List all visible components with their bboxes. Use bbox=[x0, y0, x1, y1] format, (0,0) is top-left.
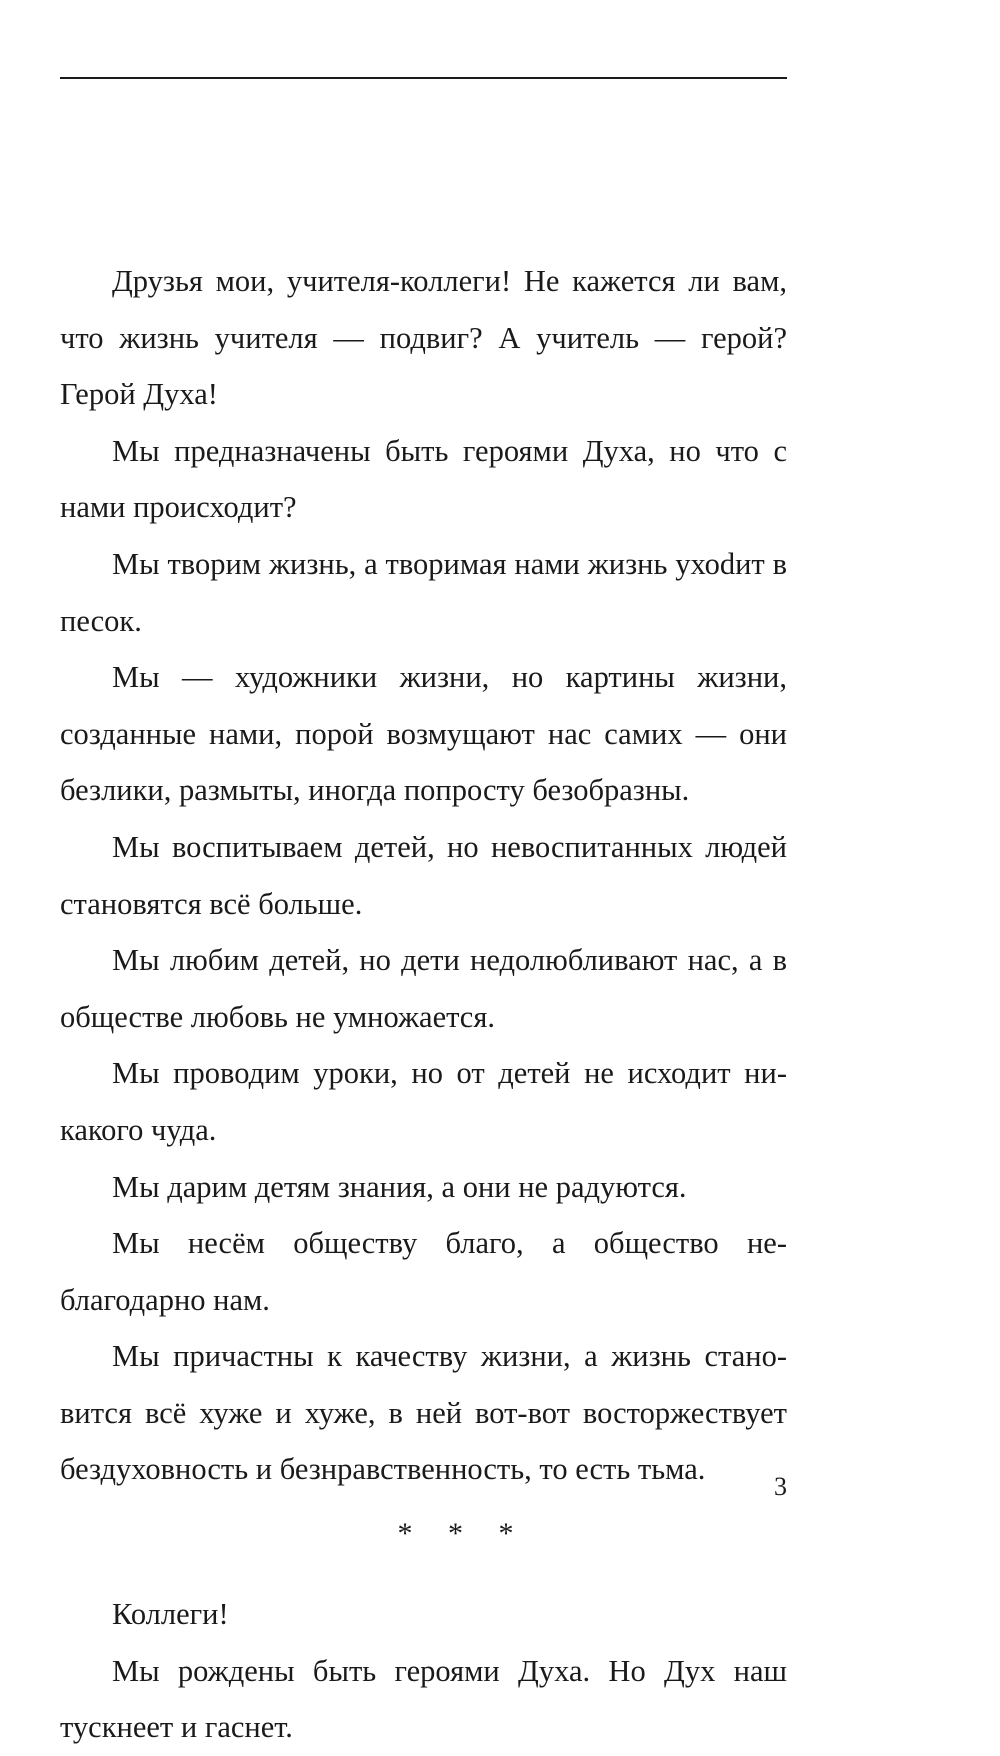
paragraph: Мы проводим уроки, но от детей не исходит никакого чуда. bbox=[60, 1056, 787, 1147]
paragraph: Мы творим жизнь, а творимая нами жизнь ухоdит в песок. bbox=[60, 546, 787, 638]
paragraph: Мы любим детей, но дети недолюбливают нас, а в обществе любовь не умножается. bbox=[60, 943, 787, 1034]
paragraph: Мы предназначены быть героями Духа, но что с нами происходит? bbox=[60, 433, 787, 525]
paragraph: Друзья мои, учителя-коллеги! Не кажется ли вам, что жизнь учителя — подвиг? А учитель — герой? Герой Духа! bbox=[60, 264, 787, 412]
paragraph: Мы причастны к качеству жизни, а жизнь становится всё хуже и хуже, в ней вот-вот восторжествует бездуховность и безнравственность, то есть тьма. bbox=[60, 1339, 787, 1487]
page-number: 3 bbox=[774, 1472, 787, 1501]
section-separator: * * * bbox=[397, 1517, 528, 1551]
body-text bbox=[60, 253, 787, 1756]
paragraph: Мы — художники жизни, но картины жизни, созданные нами, порой возмущают нас самих — они безлики, размыты, иногда попросту безобразны. bbox=[60, 660, 787, 808]
paragraph: Коллеги! bbox=[112, 1597, 229, 1632]
header-rule bbox=[60, 77, 787, 79]
paragraph: Мы несём обществу благо, а общество неблагодарно нам. bbox=[60, 1226, 787, 1317]
paragraph: Мы воспитываем детей, но невоспитанных людей становятся всё больше. bbox=[60, 829, 787, 921]
paragraph: Мы рождены быть героями Духа. Но Дух наш тускнеет и гаснет. bbox=[60, 1653, 787, 1745]
paragraph: Мы дарим детям знания, а они не радуются. bbox=[112, 1169, 687, 1204]
